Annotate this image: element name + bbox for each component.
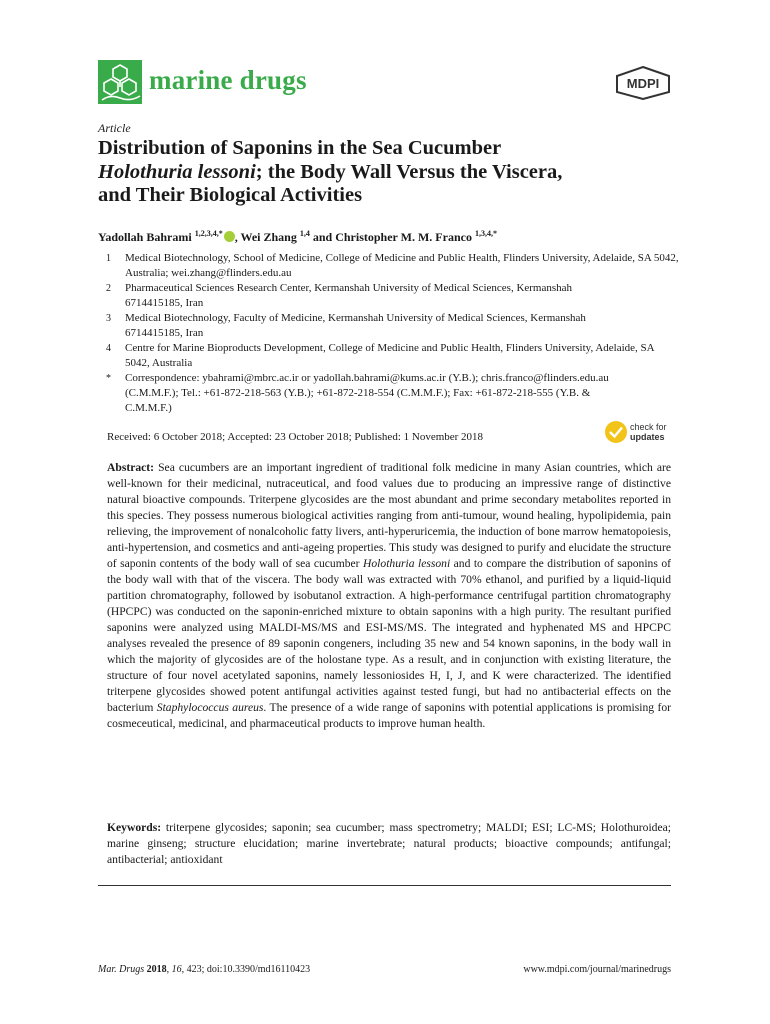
journal-url-link[interactable]: www.mdpi.com/journal/marinedrugs [523,964,671,975]
author-2[interactable]: Wei Zhang [240,230,297,244]
footer-doi[interactable]: , 423; doi:10.3390/md16110423 [181,964,311,975]
publisher-name: MDPI [626,76,660,91]
affiliation-4-number: 4 [106,343,111,354]
abstract-species-1: Holothuria lessoni [363,557,451,570]
abstract-species-2: Staphylococcus aureus [156,701,264,714]
footer-volume: 16 [171,964,182,975]
orcid-icon[interactable] [224,231,235,242]
affiliation-1: Medical Biotechnology, School of Medicine, College of Medicine and Public Health, Flinders University, Adelaide, SA 5042, Australia; wei.zhang@flinders.edu.au [125,252,679,279]
abstract-label: Abstract: [107,461,155,474]
title-line3: and Their Biological Activities [98,184,363,206]
author-3-affil: 1,3,4,* [474,229,497,238]
citation-footer: Mar. Drugs 2018, 16, 423; doi:10.3390/md16110423 [98,964,311,975]
mdpi-logo-icon [614,66,672,100]
divider [98,885,671,886]
article-title [98,137,698,208]
footer-journal: Mar. Drugs [98,964,145,975]
abstract-text-2: and to compare the distribution of saponins of the body wall with that of the viscera. The body wall was extracted with 70% ethanol, and purified by a liquid-liquid partition chromatography, followed by isobutanol extraction. A high-performance centrifugal partition chromatography (HPCPC) was conducted on the saponin-enriched mixture to obtain saponins with a high purity. The resultant purified saponins were analyzed using MALDI-MS/MS and ESI-MS/MS. The integrated and hyphenated MS and HPCPC analyses revealed the presence of 89 saponin congeners, including 35 new and 54 known saponins, in the body wall in which the majority of glycosides are of the holostane type. As a result, and in conjunction with existing literature, the structure of four novel acetylated saponins, namely lessoniosides H, I, J, and K were characterized. The identified triterpene glycosides showed potent antifungal activities against tested fungi, but had no antibacterial effects on the bacterium [107,557,671,714]
title-line1: Distribution of Saponins in the Sea Cucumber [98,137,502,159]
check-for-updates-button[interactable] [604,420,676,444]
author-list: Yadollah Bahrami $^{1,2,3,4,*}$ , Wei Zhang $^{1,4}$ and Christopher M. M. Franco $^{1,3,4,*}$ [98,229,497,244]
author-1[interactable]: Yadollah Bahrami [98,230,192,244]
author-1-affil: 1,2,3,4,* [194,229,223,238]
author-3[interactable]: and Christopher M. M. Franco [312,230,472,244]
affiliation-2: Pharmaceutical Sciences Research Center, Kermanshah University of Medical Sciences, Kermanshah 6714415185, Iran [125,282,573,309]
publication-dates: Received: 6 October 2018; Accepted: 23 October 2018; Published: 1 November 2018 [107,431,484,443]
correspondence: Correspondence: ybahrami@mbrc.ac.ir or yadollah.bahrami@kums.ac.ir (Y.B.); chris.franco@flinders.edu.au (C.M.M.F.); Tel.: +61-872-218-563 (Y.B.); +61-872-218-554 (C.M.M.F.); Fax: +61-872-218-555 (Y.B. & C.M.M.F.) [125,372,609,414]
affiliation-2-number: 2 [106,283,111,294]
keywords-text: triterpene glycosides; saponin; sea cucumber; mass spectrometry; MALDI; ESI; LC-MS; Holothuroidea; marine ginseng; structure elucidation; marine invertebrate; natural products; bioactive compounds; antifungal; antibacterial; antioxidant [107,821,671,866]
abstract [107,460,671,732]
correspondence-marker: * [106,373,111,384]
keywords-label: Keywords: [107,821,162,834]
check-updates-line1: check for [630,422,667,432]
keywords [107,820,671,868]
title-species: Holothuria lessoni [98,160,256,183]
article-type: Article [98,121,131,135]
affiliation-4: Centre for Marine Bioproducts Development, College of Medicine and Public Health, Flinders University, Adelaide, SA 5042, Australia [125,342,655,369]
affiliation-3: Medical Biotechnology, Faculty of Medicine, Kermanshah University of Medical Sciences, Kermanshah 6714415185, Iran [125,312,586,339]
footer-year: 2018 [146,964,167,975]
check-updates-line2: updates [630,432,665,442]
author-2-affil: 1,4 [299,229,310,238]
abstract-text-1: Sea cucumbers are an important ingredient of traditional folk medicine in many Asian countries, which are well-known for their medicinal, nutraceutical, and food values due to producing an impressive range of distinctive natural bioactive compounds. Triterpene glycosides are the most abundant and prime secondary metabolites reported in this species. They possess numerous biological activities ranging from anti-tumour, wound healing, hypolipidemia, pain relieving, the improvement of nonalcoholic fatty livers, anti-hyperuricemia, the induction of bone marrow hematopoiesis, anti-hypertension, and cosmetics and anti-ageing properties. This study was designed to purify and elucidate the structure of saponin contents of the body wall of sea cucumber [107,461,671,570]
journal-logo-icon [98,60,142,104]
journal-name: marine drugs [149,65,307,95]
affiliation-1-number: 1 [106,253,111,264]
abstract-text-3: . The presence of a wide range of saponins with potential applications is promising for cosmeceutical, medicinal, and pharmaceutical products to improve human health. [107,701,671,730]
title-line2: ; the Body Wall Versus the Viscera, [255,160,563,183]
affiliation-3-number: 3 [106,313,111,324]
